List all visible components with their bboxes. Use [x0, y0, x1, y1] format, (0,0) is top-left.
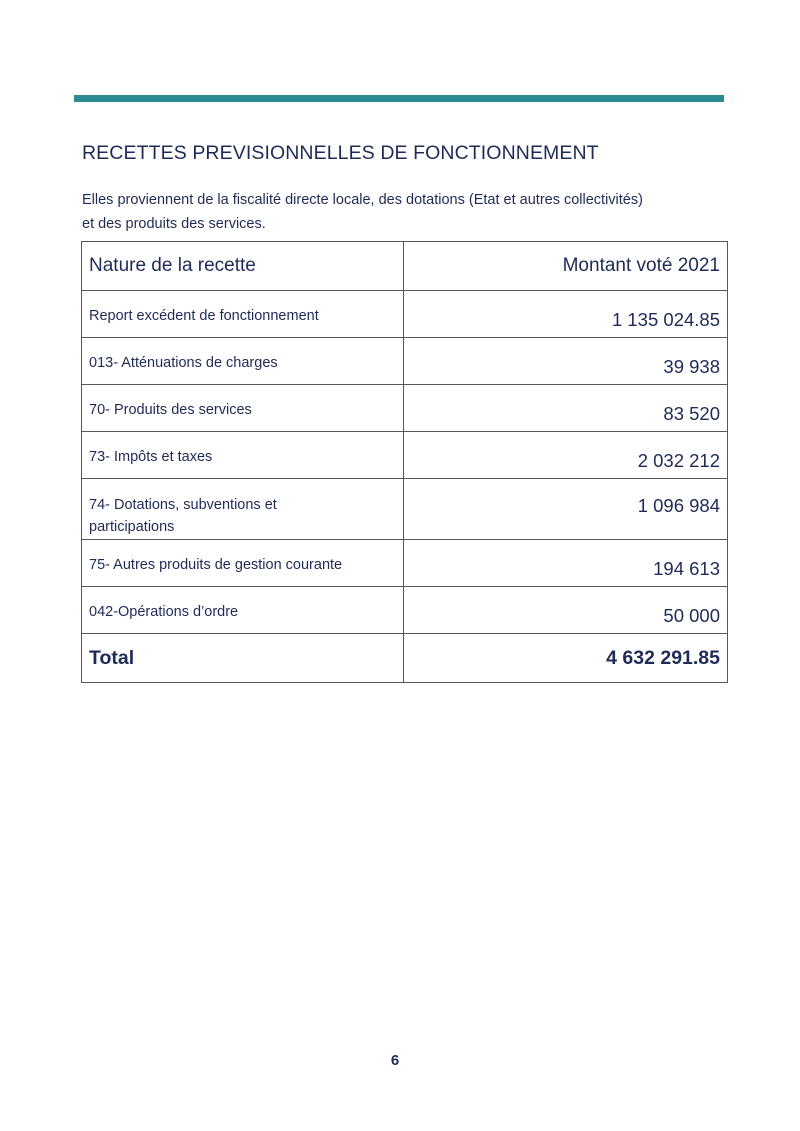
- table-row: [82, 587, 728, 634]
- row-label-line-1: 74- Dotations, subventions et: [89, 497, 277, 513]
- table-row: [82, 385, 728, 432]
- row-label-line-2: participations: [89, 519, 175, 535]
- row-label: 013- Atténuations de charges: [82, 338, 404, 385]
- row-label: 042-Opérations d’ordre: [82, 587, 404, 634]
- row-amount: 1 135 024.85: [404, 291, 728, 338]
- row-amount: 50 000: [404, 587, 728, 634]
- header-nature: Nature de la recette: [82, 242, 404, 291]
- table-header-row: [82, 242, 728, 291]
- row-amount: 2 032 212: [404, 432, 728, 479]
- row-label: 75- Autres produits de gestion courante: [82, 540, 404, 587]
- row-amount: 39 938: [404, 338, 728, 385]
- table-row: [82, 291, 728, 338]
- section-heading: RECETTES PREVISIONNELLES DE FONCTIONNEMENT: [82, 142, 599, 164]
- row-label: Report excédent de fonctionnement: [82, 291, 404, 338]
- intro-line-2: et des produits des services.: [82, 216, 266, 232]
- row-label: [82, 479, 404, 540]
- total-label: Total: [82, 634, 404, 683]
- row-label: 70- Produits des services: [82, 385, 404, 432]
- row-amount: 83 520: [404, 385, 728, 432]
- table-row: [82, 479, 728, 540]
- row-amount: 1 096 984: [404, 479, 728, 540]
- table-row: [82, 540, 728, 587]
- total-amount: 4 632 291.85: [404, 634, 728, 683]
- row-label: 73- Impôts et taxes: [82, 432, 404, 479]
- header-amount: Montant voté 2021: [404, 242, 728, 291]
- row-amount: 194 613: [404, 540, 728, 587]
- table-row: [82, 338, 728, 385]
- page-number: 6: [390, 1052, 400, 1069]
- revenue-table: [81, 241, 728, 683]
- total-row: [82, 634, 728, 683]
- top-accent-rule: [74, 95, 724, 102]
- intro-paragraph: [82, 188, 732, 236]
- table-row: [82, 432, 728, 479]
- intro-line-1: Elles proviennent de la fiscalité directe locale, des dotations (Etat et autres collectivités): [82, 192, 643, 208]
